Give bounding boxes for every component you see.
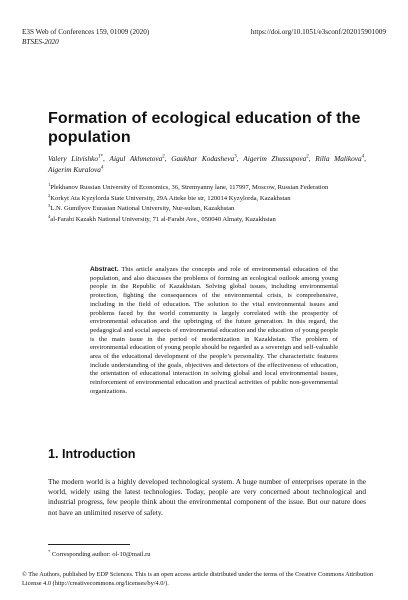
author-list — [48, 154, 366, 176]
author-name: Rilla Malikova$^4$, — [315, 154, 366, 164]
license-notice: © The Authors, published by EDP Sciences. This is an open access article distributed under the terms of the Creative Commons Attribution License 4.0 (http://creativecommons.org/licenses/by/4.0/). — [22, 571, 374, 587]
author-name: Aigerim Kuralova$^4$ — [48, 165, 104, 175]
running-header — [22, 28, 386, 47]
affiliation-item: $^4$al-Farabi Kazakh National University, 71 al-Farabi Ave., 050040 Almaty, Kazakhstan — [48, 214, 276, 224]
author-name: Gaukhar Kodasheva$^3$, — [171, 154, 244, 164]
affiliation-item: $^2$Korkyt Ata Kyzylorda State University, 29A Aiteke bie str, 120014 Kyzylorda, Kazakhstan — [48, 192, 291, 202]
journal-citation: E3S Web of Conferences 159, 01009 (2020) — [22, 28, 150, 36]
corresponding-author-footnote: * Corresponding author: ol-10@mail.ru — [48, 549, 151, 559]
affiliation-item: $^1$Plekhanov Russian University of Economics, 36, Stremyanny lane, 117997, Moscow, Russian Federation — [48, 182, 329, 192]
author-name: Aigerim Zhussupova$^2$, — [243, 154, 316, 164]
paper-title: Formation of ecological education of the population — [48, 110, 361, 146]
conference-name: BTSES-2020 — [22, 37, 59, 46]
author-name: Valery Litvishko$^{1*}$, — [48, 154, 110, 164]
abstract-text: This article analyzes the concepts and role of environmental education of the population, and also discusses the problems of forming an ecological outlook among young people in the Republic of Kazakhstan. Solving global issues, including environmental protection, fighting the consequences of the environmental crisis, is comprehensive, including in the field of education. The solution to the vital environmental issues and problems faced by the world community is largely correlated with the prosperity of environmental education and the upbringing of the future generation. In this regard, the pedagogical and social aspects of environmental education and the education of young people is the main issue in the period of modernization in Kazakhstan. The problem of environmental education of young people should be regarded as a sovereign and self-valuable area of the educational development of the people’s personality. The characteristic features include understanding of the goals, objectives and detectors of the effectiveness of education, the orientation of educational interaction in solving global and local environmental issues, reinforcement of environmental education and practical activities of public non-governmental organizations. — [90, 266, 338, 395]
doi-link[interactable]: https://doi.org/10.1051/e3sconf/202015901009 — [250, 28, 386, 36]
affiliation-item: $^3$L.N. Gumilyov Eurasian National University, Nur-sultan, Kazakhstan — [48, 203, 235, 213]
footnote-divider — [48, 544, 130, 545]
abstract-label: Abstract. — [90, 266, 119, 273]
affiliation-list — [48, 182, 366, 225]
abstract — [90, 266, 338, 397]
section-body: The modern world is a highly developed technological system. A huge number of enterprises operate in the world, widely using the latest technologies. Today, people are very concerned about technological and industrial progress, few people think about the environmental component of the issue. But our nature does not have an unlimited reserve of safety. — [48, 477, 366, 517]
section-heading: 1. Introduction — [48, 447, 136, 461]
author-name: Aigul Akhmetova$^2$, — [109, 154, 172, 164]
